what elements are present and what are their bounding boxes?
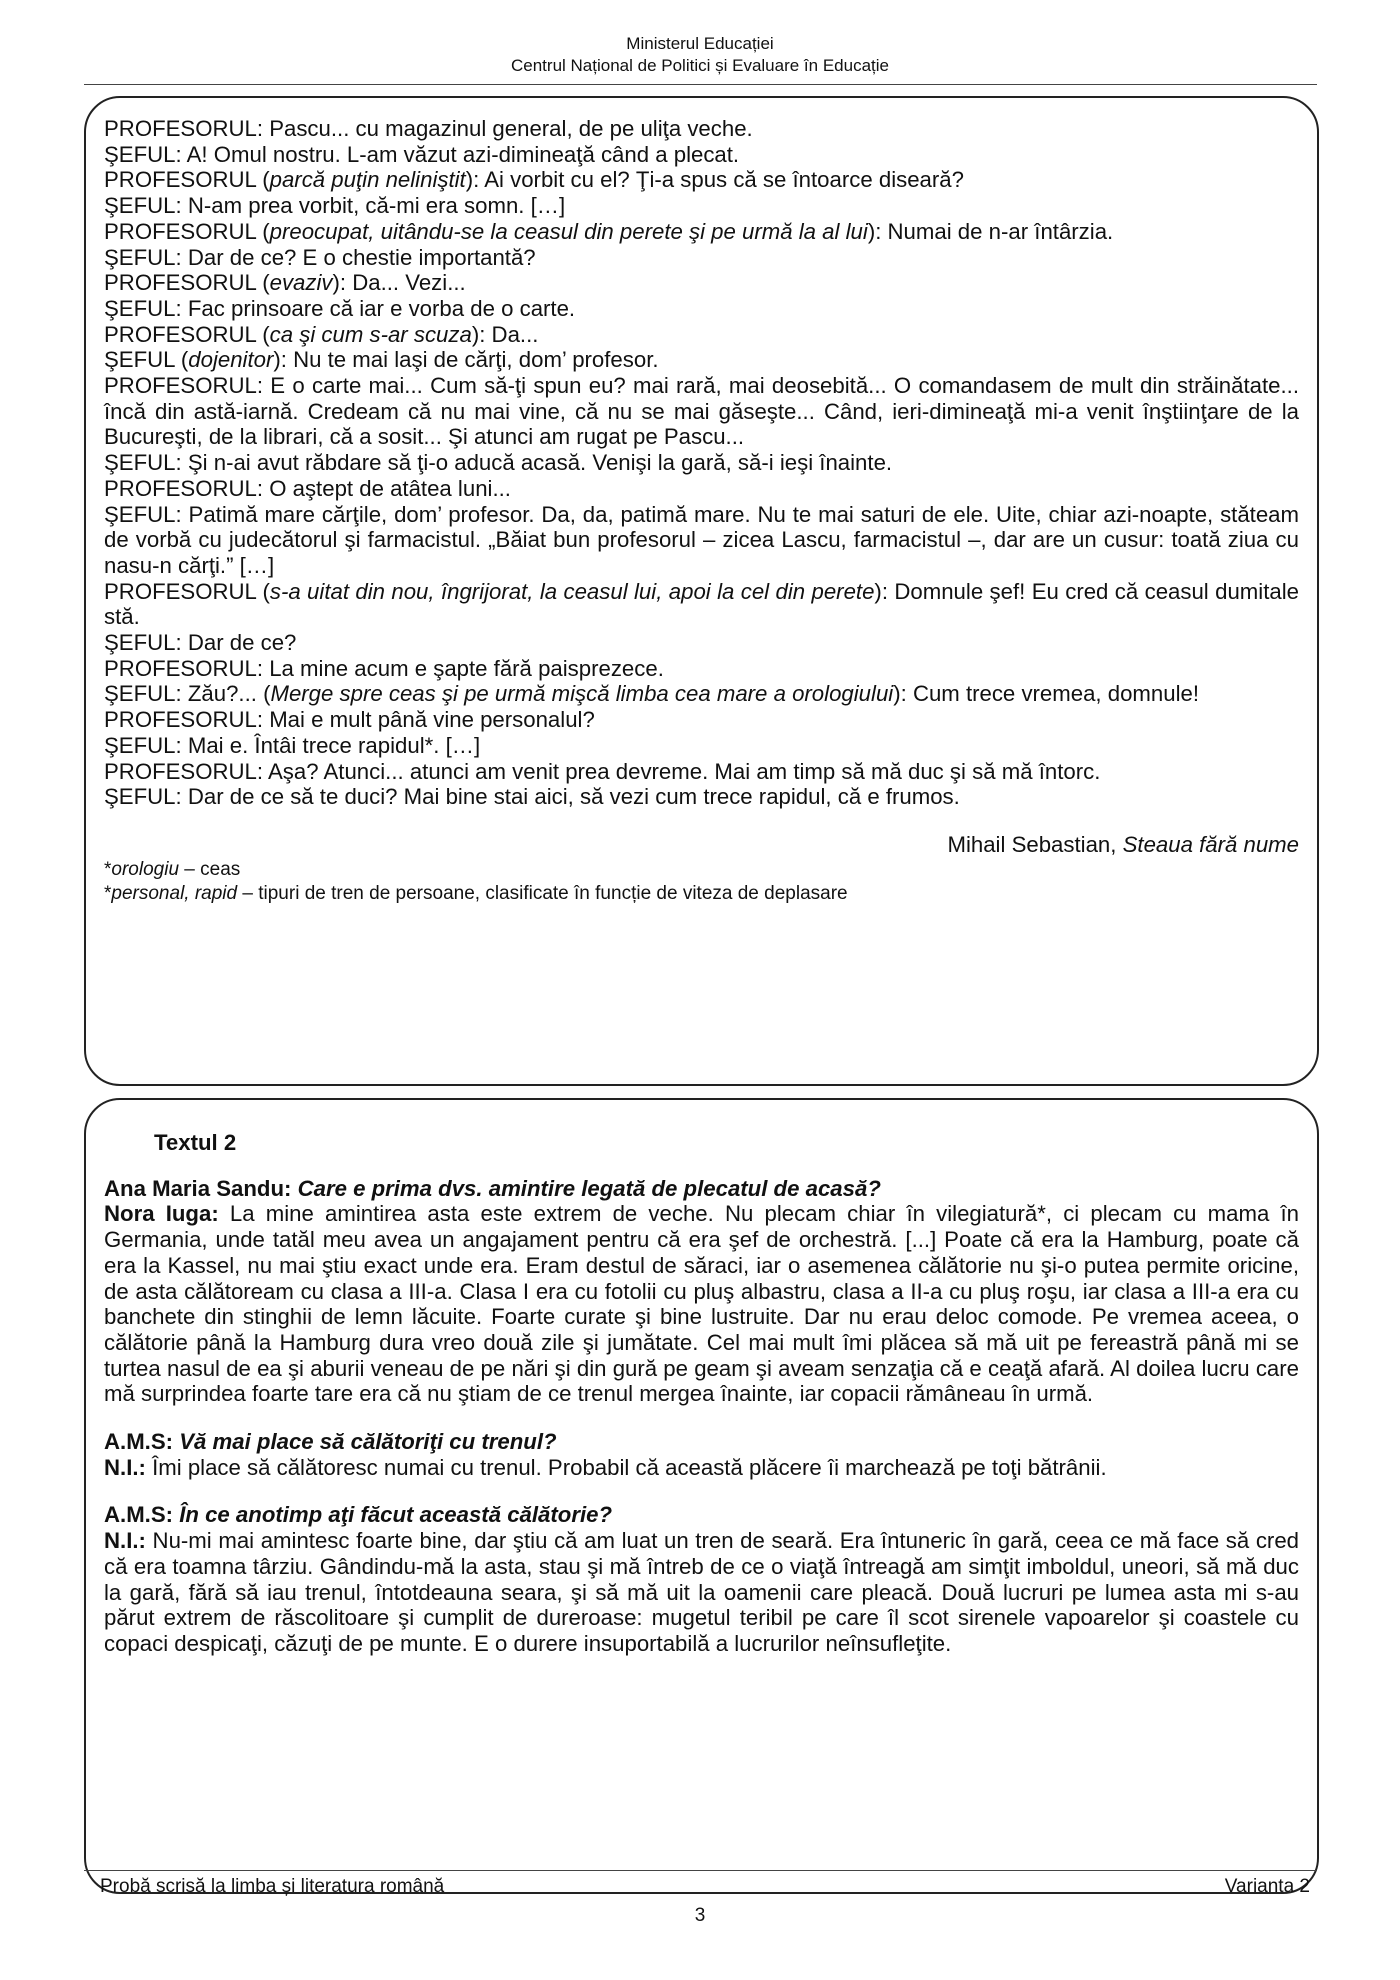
dialogue-speech: : Cum trece vremea, domnule! (900, 681, 1200, 707)
footnote-definition: – ceas (179, 858, 241, 880)
dialogue-line (104, 373, 1299, 450)
dialogue-speech: : Mai e. Întâi trece rapidul*. […] (175, 732, 481, 758)
speaker-name: PROFESORUL (104, 707, 257, 733)
question-text: Vă mai place să călătoriţi cu trenul? (179, 1429, 557, 1455)
interviewee-label: N.I.: (104, 1528, 146, 1554)
stage-direction: evaziv (269, 270, 333, 296)
speaker-name: ŞEFUL (104, 501, 176, 527)
dialogue-speech: : Şi n-ai avut răbdare să ţi-o aducă acasă. Venişi la gară, să-i ieşi înainte. (175, 450, 893, 476)
speaker-name: ŞEFUL (104, 295, 176, 321)
dialogue-speech: : Domnule şef! Eu cred că ceasul dumitale stă. (104, 578, 1299, 630)
speaker-name: PROFESORUL (104, 578, 257, 604)
footnote-definition: – tipuri de tren de persoane, clasificate în funcție de viteza de deplasare (237, 882, 848, 904)
interviewee-label: N.I.: (104, 1454, 146, 1480)
source-citation (104, 832, 1299, 858)
speaker-name: PROFESORUL (104, 655, 257, 681)
header-rule (84, 84, 1317, 85)
dialogue-line: PROFESORUL (parcă puţin neliniştit): Ai vorbit cu el? Ţi-a spus că se întoarce diseară? (104, 167, 964, 193)
interviewee-label: Nora Iuga: (104, 1201, 219, 1227)
speaker-name: ŞEFUL (104, 193, 176, 219)
dialogue-speech: : N-am prea vorbit, că-mi era somn. […] (175, 193, 566, 219)
footnote: *orologiu – ceas (104, 858, 241, 880)
dialogue-speech: : A! Omul nostru. L-am văzut azi-dimineaţă când a plecat. (175, 141, 740, 167)
speaker-name: PROFESORUL (104, 475, 257, 501)
dialogue-line: ŞEFUL: Zău?... (Merge spre ceas şi pe urmă mişcă limba cea mare a orologiului): Cum trece vremea, domnule! (104, 681, 1200, 707)
dialogue-speech: : Dar de ce? (175, 630, 297, 656)
dialogue-line (104, 733, 1299, 759)
dialogue-speech: : Ai vorbit cu el? Ţi-a spus că se întoarce diseară? (473, 167, 964, 193)
dialogue-speech: : Nu te mai laşi de cărţi, dom’ profesor. (280, 347, 659, 373)
dialogue-line: PROFESORUL (preocupat, uitându-se la ceasul din perete şi pe urmă la al lui): Numai de n-ar întârzia. (104, 218, 1114, 244)
interview-question (104, 1176, 1299, 1202)
dialogue-line (104, 450, 1299, 476)
dialogue-speech: : Aşa? Atunci... atunci am venit prea devreme. Mai am timp să mă duc şi să mă întorc. (256, 758, 1101, 784)
text1-box (84, 96, 1319, 1086)
source-author: Mihail Sebastian, (947, 831, 1123, 857)
speaker-name: PROFESORUL (104, 758, 257, 784)
page-number: 3 (694, 1905, 706, 1926)
header-ministry: Ministerul Educației (626, 34, 774, 53)
dialogue-speech: : Fac prinsoare că iar e vorba de o carte. (175, 295, 576, 321)
speaker-name: ŞEFUL (104, 732, 176, 758)
dialogue-line (104, 476, 1299, 502)
text2-content (104, 1130, 1299, 1657)
dialogue-speech: : Dar de ce să te duci? Mai bine stai aici, să vezi cum trece rapidul, că e frumos. (175, 784, 960, 810)
stage-direction: Merge spre ceas şi pe urmă mişcă limba cea mare a orologiului (270, 681, 894, 707)
dialogue-speech: : Pascu... cu magazinul general, de pe uliţa veche. (256, 116, 753, 141)
footnote-term: personal, rapid (111, 882, 238, 904)
source-work: Steaua fără nume (1122, 831, 1299, 857)
speaker-name: PROFESORUL (104, 270, 257, 296)
dialogue-line (104, 630, 1299, 656)
stage-direction: ca şi cum s-ar scuza (269, 321, 472, 347)
dialogue-speech: : Patimă mare cărţile, dom’ profesor. Da, da, patimă mare. Nu te mai saturi de ele. Uite, chiar azi-noapte, stăteam de vorbă cu judecătorul şi farmacistul. „Băiat bun profesorul – zicea Lascu, farmacistul –, dar are un cusur: toată ziua cu nasu-n cărţi.” […] (104, 501, 1299, 578)
stage-direction: parcă puţin neliniştit (269, 167, 466, 193)
speaker-name: PROFESORUL (104, 321, 257, 347)
speaker-name: ŞEFUL (104, 681, 176, 707)
question-text: Care e prima dvs. amintire legată de plecatul de acasă? (297, 1175, 881, 1201)
footnote-term: orologiu (111, 858, 180, 880)
dialogue-speech: : O aştept de atâtea luni... (256, 475, 511, 501)
text2-title: Textul 2 (154, 1130, 237, 1155)
interviewer-label: A.M.S: (104, 1502, 174, 1528)
dialogue-line (104, 759, 1299, 785)
text2-box (84, 1098, 1319, 1894)
dialogue-line (104, 116, 1299, 142)
dialogue-speech: : Numai de n-ar întârzia. (875, 218, 1114, 244)
dialogue-line: ŞEFUL (dojenitor): Nu te mai laşi de cărţi, dom’ profesor. (104, 347, 659, 373)
dialogue-line (104, 142, 1299, 168)
speaker-name: ŞEFUL (104, 630, 176, 656)
speaker-name: ŞEFUL (104, 244, 176, 270)
page-header (0, 33, 1400, 77)
interview-answer (104, 1528, 1299, 1657)
dialogue-speech: : E o carte mai... Cum să-ţi spun eu? mai rară, mai deosebită... O comandasem de mult din străinătate... încă din astă-iarnă. Credeam că nu mai vine, că nu se mai găseşte... Când, ieri-dimineaţă mi-a venit înştiinţare de la Bucureşti, de la librari, că a sosit... Şi atunci am rugat pe Pascu... (104, 373, 1299, 450)
footer-exam-name: Probă scrisă la limba și literatura română (100, 1876, 445, 1897)
dialogue-line (104, 245, 1299, 271)
block-spacer (104, 1480, 1299, 1502)
dialogue-line (104, 193, 1299, 219)
dialogue-line (104, 502, 1299, 579)
footnote: *personal, rapid – tipuri de tren de persoane, clasificate în funcție de viteza de deplasare (104, 882, 848, 904)
speaker-name: ŞEFUL (104, 784, 176, 810)
answer-text: Îmi place să călătoresc numai cu trenul. Probabil că această plăcere îi marchează pe toţi bătrânii. (152, 1454, 1107, 1480)
speaker-name: PROFESORUL (104, 373, 257, 399)
dialogue-speech: : Zău?... (175, 681, 264, 707)
footer-rule (84, 1870, 1317, 1871)
dialogue-line (104, 707, 1299, 733)
interview-question (104, 1502, 1299, 1528)
dialogue-line (104, 296, 1299, 322)
speaker-name: PROFESORUL (104, 116, 257, 141)
dialogue-speech: : La mine acum e şapte fără paisprezece. (256, 655, 664, 681)
block-spacer (104, 1407, 1299, 1429)
interview (104, 1176, 1299, 1657)
interview-answer (104, 1455, 1299, 1481)
dialogue-speech: : Dar de ce? E o chestie importantă? (175, 244, 536, 270)
dialogue-line (104, 784, 1299, 810)
interviewer-label: Ana Maria Sandu: (104, 1175, 292, 1201)
interview-answer (104, 1201, 1299, 1407)
speaker-name: ŞEFUL (104, 450, 176, 476)
dialogue-speech: : Da... Vezi... (339, 270, 466, 296)
dialogue-speech: : Da... (479, 321, 539, 347)
speaker-name: ŞEFUL (104, 141, 176, 167)
dialogue-line (104, 656, 1299, 682)
answer-text: La mine amintirea asta este extrem de veche. Nu plecam chiar în vilegiatură*, ci plecam cu mama în Germania, unde tatăl meu avea un angajament pentru că era şef de orchestră. [...] Poate că era la Hamburg, poate că era la Kassel, nu mai ştiu exact unde era. Eram destul de săraci, iar o asemenea călătorie nu şi-o putea permite oricine, de asta călătoream cu clasa a III-a. Clasa I era cu fotolii cu pluş albastru, clasa a II-a cu pluş roşu, iar clasa a III-a era cu banchete din stinghii de lemn lăcuite. Foarte curate şi bine lustruite. Dar nu erau deloc comode. Pe vremea aceea, o călătorie până la Hamburg dura vreo două zile şi jumătate. Cel mai mult îmi plăcea să mă uit pe fereastră până mi se turtea nasul de ea şi aburii veneau de pe nări şi din gură pe geam şi aveam senzaţia că e ceaţă afară. Al doilea lucru care mă surprindea foarte tare era că nu ştiam de ce trenul mergea înainte, iar copacii rămâneau în urmă. (104, 1201, 1299, 1407)
dialogue-speech: : Mai e mult până vine personalul? (256, 707, 595, 733)
speaker-name: PROFESORUL (104, 218, 257, 244)
header-center: Centrul Național de Politici și Evaluare în Educație (511, 56, 889, 75)
dialogue-line: PROFESORUL (ca şi cum s-ar scuza): Da... (104, 321, 539, 347)
interviewer-label: A.M.S: (104, 1429, 174, 1455)
dialogue-line: PROFESORUL (evaziv): Da... Vezi... (104, 270, 466, 296)
footer-variant: Varianta 2 (1224, 1876, 1310, 1897)
stage-direction: preocupat, uitându-se la ceasul din perete şi pe urmă la al lui (269, 218, 868, 244)
dialogue-line: PROFESORUL (s-a uitat din nou, îngrijorat, la ceasul lui, apoi la cel din perete): Domnule şef! Eu cred că ceasul dumitale stă. (104, 578, 1299, 630)
speaker-name: PROFESORUL (104, 167, 257, 193)
question-text: În ce anotimp aţi făcut această călătorie? (179, 1502, 613, 1528)
speaker-name: ŞEFUL (104, 347, 175, 373)
stage-direction: dojenitor (188, 347, 274, 373)
answer-text: Nu-mi mai amintesc foarte bine, dar ştiu că am luat un tren de seară. Era întuneric în gară, ceea ce mă face să cred că era toamna târziu. Gândindu-mă la asta, stau şi mă întreb de ce o viaţă întreagă am simţit imboldul, uneori, să mă duc la gară, fără să iau trenul, întotdeauna seara, şi să mă uit la oamenii care pleacă. Două lucruri pe lumea asta mi s-au părut extrem de răscolitoare şi cumplit de dureroase: mugetul teribil pe care îl scot sirenele vapoarelor şi coastele cu copaci despicaţi, căzuţi de pe munte. E o durere insuportabilă a lucrurilor neînsufleţite. (104, 1528, 1300, 1656)
stage-direction: s-a uitat din nou, îngrijorat, la ceasul lui, apoi la cel din perete (269, 578, 875, 604)
interview-question (104, 1429, 1299, 1455)
text1-dialogue (104, 116, 1299, 906)
